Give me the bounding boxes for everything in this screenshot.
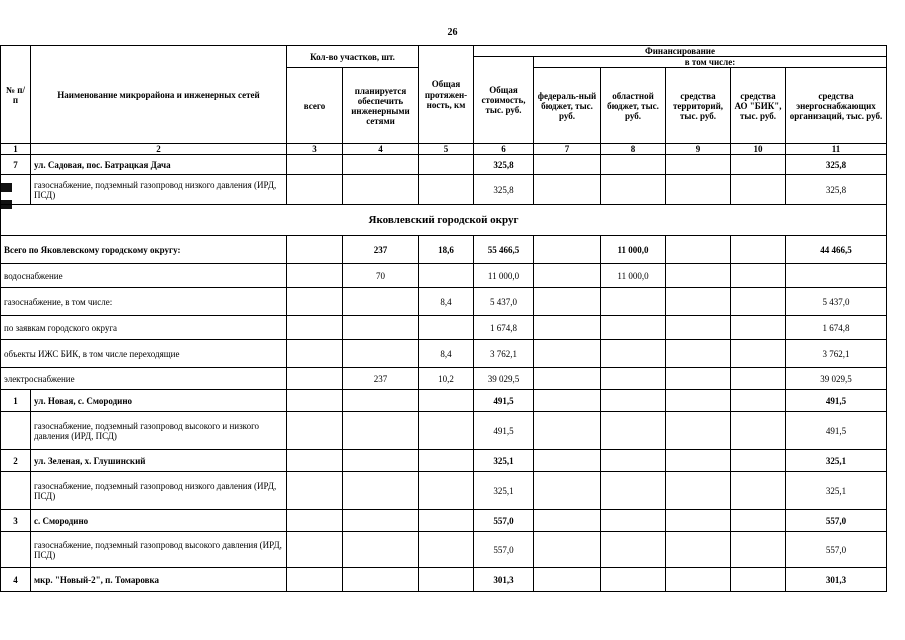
row-name: газоснабжение, в том числе: bbox=[1, 288, 287, 316]
header-plots-total: всего bbox=[287, 68, 343, 144]
cell-federal bbox=[534, 155, 601, 175]
column-number: 4 bbox=[343, 144, 419, 155]
row-name: газоснабжение, подземный газопровод низкого давления (ИРД, ПСД) bbox=[31, 472, 287, 510]
cell-federal bbox=[534, 288, 601, 316]
cell-regional bbox=[601, 340, 666, 368]
cell-federal bbox=[534, 532, 601, 568]
cell-bik bbox=[731, 288, 786, 316]
cell-bik bbox=[731, 155, 786, 175]
cell-federal bbox=[534, 368, 601, 390]
cell-plots-total bbox=[287, 450, 343, 472]
cell-federal bbox=[534, 175, 601, 205]
cell-energy: 491,5 bbox=[786, 412, 887, 450]
column-number: 7 bbox=[534, 144, 601, 155]
cell-plots-planned: 237 bbox=[343, 368, 419, 390]
header-financing: Финансирование bbox=[474, 46, 887, 57]
cell-federal bbox=[534, 568, 601, 592]
row-name: с. Смородино bbox=[31, 510, 287, 532]
cell-plots-total bbox=[287, 568, 343, 592]
cell-length: 18,6 bbox=[419, 236, 474, 264]
row-number bbox=[1, 412, 31, 450]
table-row bbox=[1, 450, 887, 472]
section-title: Яковлевский городской округ bbox=[1, 205, 887, 236]
cell-federal bbox=[534, 264, 601, 288]
header-num: № п/п bbox=[1, 46, 31, 144]
header-territories: средства территорий, тыс. руб. bbox=[666, 68, 731, 144]
cell-energy: 44 466,5 bbox=[786, 236, 887, 264]
table-row bbox=[1, 390, 887, 412]
cell-regional bbox=[601, 510, 666, 532]
cell-energy bbox=[786, 264, 887, 288]
cell-bik bbox=[731, 175, 786, 205]
row-number: 1 bbox=[1, 390, 31, 412]
table-row bbox=[1, 340, 887, 368]
table-row bbox=[1, 264, 887, 288]
cell-territories bbox=[666, 155, 731, 175]
cell-plots-planned: 237 bbox=[343, 236, 419, 264]
cell-plots-total bbox=[287, 236, 343, 264]
cell-plots-planned bbox=[343, 316, 419, 340]
cell-regional bbox=[601, 472, 666, 510]
header-federal: федераль-ный бюджет, тыс. руб. bbox=[534, 68, 601, 144]
table-row bbox=[1, 568, 887, 592]
cell-length bbox=[419, 568, 474, 592]
cell-total-cost: 491,5 bbox=[474, 390, 534, 412]
cell-length bbox=[419, 510, 474, 532]
column-number: 2 bbox=[31, 144, 287, 155]
cell-regional bbox=[601, 532, 666, 568]
cell-length bbox=[419, 175, 474, 205]
row-number bbox=[1, 472, 31, 510]
row-name: Всего по Яковлевскому городскому округу: bbox=[1, 236, 287, 264]
cell-energy: 325,8 bbox=[786, 175, 887, 205]
financing-table bbox=[0, 45, 887, 592]
cell-plots-planned: 70 bbox=[343, 264, 419, 288]
column-number: 8 bbox=[601, 144, 666, 155]
cell-energy: 39 029,5 bbox=[786, 368, 887, 390]
cell-plots-total bbox=[287, 390, 343, 412]
cell-bik bbox=[731, 532, 786, 568]
cell-energy: 1 674,8 bbox=[786, 316, 887, 340]
cell-length: 8,4 bbox=[419, 288, 474, 316]
cell-territories bbox=[666, 316, 731, 340]
cell-regional bbox=[601, 450, 666, 472]
cell-energy: 557,0 bbox=[786, 510, 887, 532]
cell-bik bbox=[731, 316, 786, 340]
table-row bbox=[1, 532, 887, 568]
cell-federal bbox=[534, 472, 601, 510]
cell-energy: 557,0 bbox=[786, 532, 887, 568]
cell-length bbox=[419, 450, 474, 472]
cell-plots-planned bbox=[343, 412, 419, 450]
table-row bbox=[1, 155, 887, 175]
cell-plots-total bbox=[287, 368, 343, 390]
row-name: газоснабжение, подземный газопровод высокого давления (ИРД, ПСД) bbox=[31, 532, 287, 568]
header-total-cost: Общая стоимость, тыс. руб. bbox=[474, 57, 534, 144]
cell-plots-total bbox=[287, 472, 343, 510]
cell-regional: 11 000,0 bbox=[601, 236, 666, 264]
cell-plots-total bbox=[287, 264, 343, 288]
column-numbers-row bbox=[1, 144, 887, 155]
cell-energy: 3 762,1 bbox=[786, 340, 887, 368]
header-bik: средства АО "БИК", тыс. руб. bbox=[731, 68, 786, 144]
cell-plots-total bbox=[287, 155, 343, 175]
table-row bbox=[1, 368, 887, 390]
cell-regional bbox=[601, 316, 666, 340]
cell-energy: 325,8 bbox=[786, 155, 887, 175]
cell-regional: 11 000,0 bbox=[601, 264, 666, 288]
column-number: 6 bbox=[474, 144, 534, 155]
cell-total-cost: 39 029,5 bbox=[474, 368, 534, 390]
cell-length: 8,4 bbox=[419, 340, 474, 368]
header-regional: областной бюджет, тыс. руб. bbox=[601, 68, 666, 144]
cell-energy: 325,1 bbox=[786, 450, 887, 472]
row-number bbox=[1, 532, 31, 568]
cell-bik bbox=[731, 340, 786, 368]
cell-plots-planned bbox=[343, 568, 419, 592]
cell-bik bbox=[731, 264, 786, 288]
cell-plots-total bbox=[287, 532, 343, 568]
cell-plots-total bbox=[287, 340, 343, 368]
cell-energy: 325,1 bbox=[786, 472, 887, 510]
cell-plots-total bbox=[287, 316, 343, 340]
cell-total-cost: 325,1 bbox=[474, 472, 534, 510]
cell-territories bbox=[666, 264, 731, 288]
cell-energy: 301,3 bbox=[786, 568, 887, 592]
column-number: 5 bbox=[419, 144, 474, 155]
cell-territories bbox=[666, 288, 731, 316]
row-number: 4 bbox=[1, 568, 31, 592]
cell-length bbox=[419, 316, 474, 340]
cell-total-cost: 55 466,5 bbox=[474, 236, 534, 264]
cell-territories bbox=[666, 532, 731, 568]
row-name: по заявкам городского округа bbox=[1, 316, 287, 340]
cell-territories bbox=[666, 568, 731, 592]
table-row bbox=[1, 472, 887, 510]
cell-plots-planned bbox=[343, 175, 419, 205]
header-plots-planned: планируется обеспечить инженерными сетями bbox=[343, 68, 419, 144]
header-energy: средства энергоснабжающих организаций, тыс. руб. bbox=[786, 68, 887, 144]
cell-length bbox=[419, 532, 474, 568]
cell-regional bbox=[601, 175, 666, 205]
table-row bbox=[1, 236, 887, 264]
cell-length: 10,2 bbox=[419, 368, 474, 390]
cell-bik bbox=[731, 472, 786, 510]
cell-length bbox=[419, 390, 474, 412]
cell-length bbox=[419, 472, 474, 510]
column-number: 1 bbox=[1, 144, 31, 155]
table-row bbox=[1, 412, 887, 450]
cell-length bbox=[419, 155, 474, 175]
row-number bbox=[1, 175, 31, 205]
cell-bik bbox=[731, 236, 786, 264]
header-length: Общая протяжен-ность, км bbox=[419, 46, 474, 144]
cell-length bbox=[419, 412, 474, 450]
cell-bik bbox=[731, 450, 786, 472]
cell-total-cost: 491,5 bbox=[474, 412, 534, 450]
cell-energy: 5 437,0 bbox=[786, 288, 887, 316]
row-name: мкр. "Новый-2", п. Томаровка bbox=[31, 568, 287, 592]
cell-total-cost: 557,0 bbox=[474, 510, 534, 532]
section-row bbox=[1, 205, 887, 236]
cell-federal bbox=[534, 236, 601, 264]
cell-plots-total bbox=[287, 175, 343, 205]
cell-plots-total bbox=[287, 510, 343, 532]
cell-federal bbox=[534, 340, 601, 368]
row-name: ул. Новая, с. Смородино bbox=[31, 390, 287, 412]
cell-total-cost: 301,3 bbox=[474, 568, 534, 592]
cell-federal bbox=[534, 390, 601, 412]
cell-total-cost: 325,8 bbox=[474, 155, 534, 175]
cell-plots-planned bbox=[343, 155, 419, 175]
row-number: 2 bbox=[1, 450, 31, 472]
cell-total-cost: 3 762,1 bbox=[474, 340, 534, 368]
cell-bik bbox=[731, 568, 786, 592]
cell-total-cost: 325,8 bbox=[474, 175, 534, 205]
cell-territories bbox=[666, 340, 731, 368]
cell-total-cost: 557,0 bbox=[474, 532, 534, 568]
cell-plots-planned bbox=[343, 510, 419, 532]
cell-territories bbox=[666, 472, 731, 510]
cell-territories bbox=[666, 175, 731, 205]
row-name: газоснабжение, подземный газопровод низкого давления (ИРД, ПСД) bbox=[31, 175, 287, 205]
table-row bbox=[1, 288, 887, 316]
cell-federal bbox=[534, 316, 601, 340]
header-including: в том числе: bbox=[534, 57, 887, 68]
cell-bik bbox=[731, 368, 786, 390]
cell-regional bbox=[601, 390, 666, 412]
cell-plots-planned bbox=[343, 340, 419, 368]
row-name: газоснабжение, подземный газопровод высокого и низкого давления (ИРД, ПСД) bbox=[31, 412, 287, 450]
cell-total-cost: 11 000,0 bbox=[474, 264, 534, 288]
cell-plots-total bbox=[287, 288, 343, 316]
column-number: 10 bbox=[731, 144, 786, 155]
cell-bik bbox=[731, 412, 786, 450]
cell-bik bbox=[731, 390, 786, 412]
cell-plots-planned bbox=[343, 288, 419, 316]
cell-federal bbox=[534, 510, 601, 532]
cell-length bbox=[419, 264, 474, 288]
cell-total-cost: 5 437,0 bbox=[474, 288, 534, 316]
cell-plots-planned bbox=[343, 532, 419, 568]
cell-federal bbox=[534, 450, 601, 472]
cell-regional bbox=[601, 288, 666, 316]
row-number: 7 bbox=[1, 155, 31, 175]
cell-energy: 491,5 bbox=[786, 390, 887, 412]
cell-plots-planned bbox=[343, 450, 419, 472]
cell-total-cost: 325,1 bbox=[474, 450, 534, 472]
cell-bik bbox=[731, 510, 786, 532]
cell-territories bbox=[666, 236, 731, 264]
cell-territories bbox=[666, 368, 731, 390]
page-number: 26 bbox=[447, 27, 458, 38]
cell-plots-total bbox=[287, 412, 343, 450]
cell-total-cost: 1 674,8 bbox=[474, 316, 534, 340]
table-row bbox=[1, 175, 887, 205]
row-name: ул. Зеленая, х. Глушинский bbox=[31, 450, 287, 472]
column-number: 9 bbox=[666, 144, 731, 155]
cell-plots-planned bbox=[343, 390, 419, 412]
header-plots: Кол-во участков, шт. bbox=[287, 46, 419, 68]
table-row bbox=[1, 510, 887, 532]
cell-territories bbox=[666, 412, 731, 450]
cell-regional bbox=[601, 368, 666, 390]
cell-regional bbox=[601, 412, 666, 450]
cell-regional bbox=[601, 155, 666, 175]
row-name: электроснабжение bbox=[1, 368, 287, 390]
cell-territories bbox=[666, 510, 731, 532]
cell-territories bbox=[666, 450, 731, 472]
table-row bbox=[1, 316, 887, 340]
row-number: 3 bbox=[1, 510, 31, 532]
row-name: ул. Садовая, пос. Батрацкая Дача bbox=[31, 155, 287, 175]
row-name: объекты ИЖС БИК, в том числе переходящие bbox=[1, 340, 287, 368]
header-name: Наименование микрорайона и инженерных сетей bbox=[31, 46, 287, 144]
cell-federal bbox=[534, 412, 601, 450]
column-number: 11 bbox=[786, 144, 887, 155]
cell-territories bbox=[666, 390, 731, 412]
cell-plots-planned bbox=[343, 472, 419, 510]
cell-regional bbox=[601, 568, 666, 592]
row-name: водоснабжение bbox=[1, 264, 287, 288]
column-number: 3 bbox=[287, 144, 343, 155]
